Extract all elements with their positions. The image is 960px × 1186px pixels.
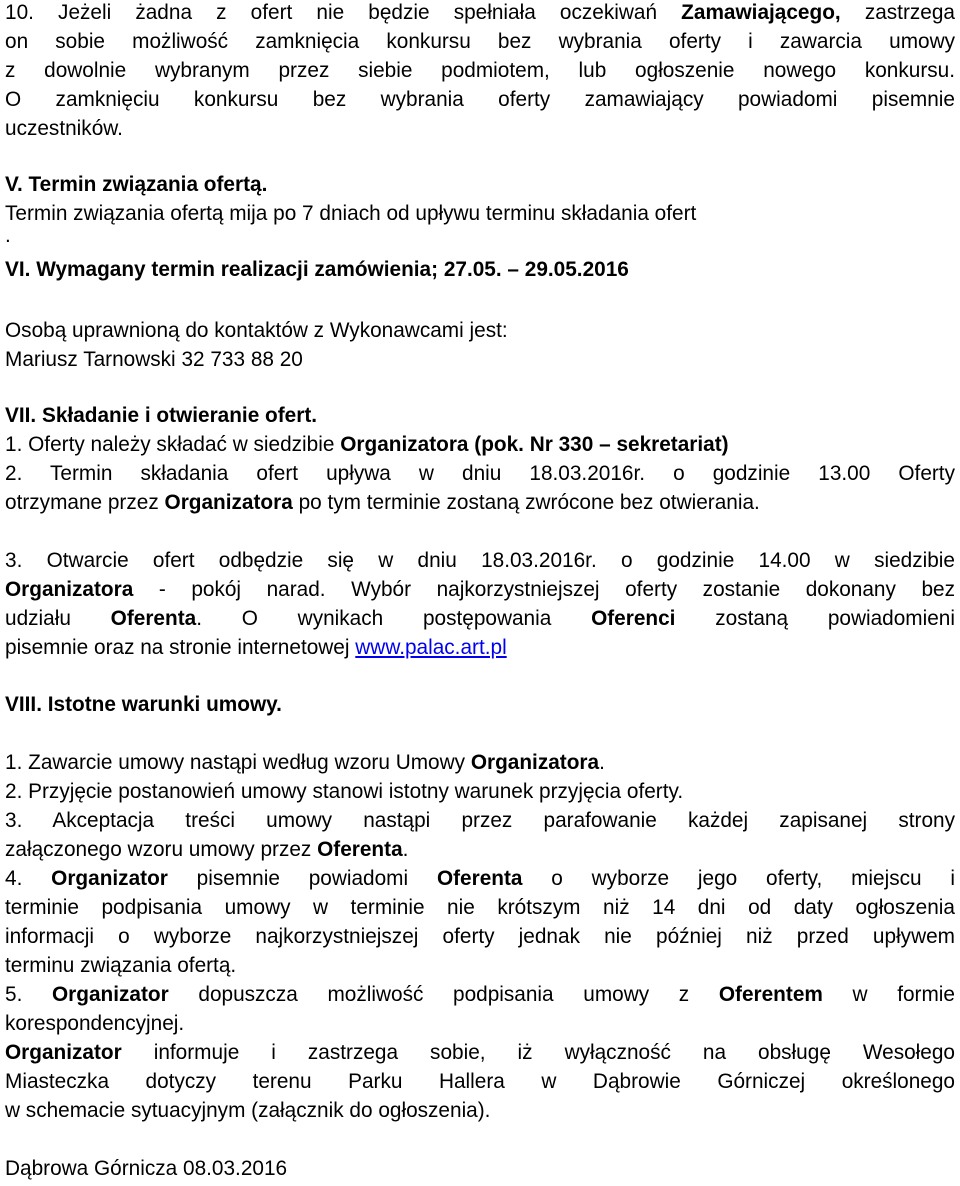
text-run: dopuszcza możliwość podpisania umowy z — [168, 983, 719, 1006]
section-v-text: Termin związania ofertą mija po 7 dniach od upływu terminu składania ofert — [5, 202, 697, 225]
text-run: o wyborze jego oferty, miejscu i — [522, 867, 955, 890]
bold-run: Oferenta — [110, 607, 197, 630]
text-run: zastrzega — [840, 1, 955, 24]
bold-run: Organizator — [5, 1041, 122, 1064]
section-viii-item-2: 2. Przyjęcie postanowień umowy stanowi istotny warunek przyjęcia oferty. — [5, 780, 684, 803]
section-viii-note-line-3: w schemacie sytuacyjnym (załącznik do ogłoszenia). — [5, 1099, 491, 1122]
section-vii-item-3-line-3 — [5, 606, 955, 632]
text-run: po tym terminie zostaną zwrócone bez otwierania. — [292, 491, 760, 514]
section-vii-item-3-line-2 — [5, 577, 955, 603]
section-viii-item-4-line-2: terminie podpisania umowy w terminie nie krótszym niż 14 dni od daty ogłoszenia — [5, 896, 955, 919]
text-run: zostaną powiadomieni — [675, 607, 955, 630]
text-run: załączonego wzoru umowy przez — [5, 838, 318, 861]
bold-run: Organizatora — [164, 491, 293, 514]
text-run: 4. — [5, 867, 52, 890]
bold-run: Oferenta — [317, 838, 403, 861]
text-run: 10. Jeżeli żadna z ofert nie będzie spełniała oczekiwań — [5, 1, 682, 24]
section-vii-item-3-line-1: 3. Otwarcie ofert odbędzie się w dniu 18.03.2016r. o godzinie 14.00 w siedzibie — [5, 549, 955, 572]
section-v-heading: V. Termin związania ofertą. — [5, 173, 268, 196]
contact-line-1: Osobą uprawnioną do kontaktów z Wykonawcami jest: — [5, 319, 508, 342]
bold-run: Organizator — [52, 983, 169, 1006]
section-viii-item-5-line-2: korespondencyjnej. — [5, 1012, 185, 1035]
section-x-line-4: O zamknięciu konkursu bez wybrania oferty zamawiający powiadomi pisemnie — [5, 88, 955, 111]
text-run: w formie — [822, 983, 955, 1006]
section-v-dot: . — [5, 224, 11, 247]
text-run: 5. — [5, 983, 52, 1006]
text-run: pisemnie oraz na stronie internetowej — [5, 636, 356, 659]
section-x-line-1 — [5, 0, 955, 26]
section-viii-note-line-2: Miasteczka dotyczy terenu Parku Hallera w Dąbrowie Górniczej określonego — [5, 1070, 955, 1093]
section-viii-item-3-line-1: 3. Akceptacja treści umowy nastąpi przez parafowanie każdej zapisanej strony — [5, 809, 955, 832]
bold-run: Organizator — [51, 867, 168, 890]
section-vii-item-2-line-1: 2. Termin składania ofert upływa w dniu 18.03.2016r. o godzinie 13.00 Oferty — [5, 462, 955, 485]
section-vi-heading: VI. Wymagany termin realizacji zamówienia; 27.05. – 29.05.2016 — [5, 258, 629, 281]
section-vii-heading: VII. Składanie i otwieranie ofert. — [5, 404, 318, 427]
text-run: 1. Zawarcie umowy nastąpi według wzoru Umowy — [5, 751, 471, 774]
section-viii-item-5-line-1 — [5, 982, 955, 1008]
section-viii-heading: VIII. Istotne warunki umowy. — [5, 693, 282, 716]
bold-run: Zamawiającego, — [681, 1, 841, 24]
bold-run: Organizatora — [5, 578, 134, 601]
contact-line-2: Mariusz Tarnowski 32 733 88 20 — [5, 348, 303, 371]
section-viii-item-4-line-4: terminu związania ofertą. — [5, 954, 237, 977]
section-viii-item-4-line-3: informacji o wyborze najkorzystniejszej oferty jednak nie później niż przed upływem — [5, 925, 955, 948]
text-run: otrzymane przez — [5, 491, 165, 514]
section-x-line-3: z dowolnie wybranym przez siebie podmiotem, lub ogłoszenie nowego konkursu. — [5, 59, 955, 82]
bold-run: Oferenta — [436, 867, 523, 890]
text-run: - pokój narad. Wybór najkorzystniejszej oferty zostanie dokonany bez — [133, 578, 955, 601]
text-run: . O wynikach postępowania — [196, 607, 592, 630]
section-viii-note-line-1 — [5, 1040, 955, 1066]
section-viii-item-4-line-1 — [5, 866, 955, 892]
text-run: . — [599, 751, 605, 774]
bold-run: Organizatora (pok. Nr 330 – sekretariat) — [340, 433, 729, 456]
text-run: informuje i zastrzega sobie, iż wyłączność na obsługę Wesołego — [121, 1041, 955, 1064]
place-date: Dąbrowa Górnicza 08.03.2016 — [5, 1157, 288, 1180]
text-run: pisemnie powiadomi — [167, 867, 437, 890]
section-x-line-5: uczestników. — [5, 117, 123, 140]
website-link[interactable]: www.palac.art.pl — [355, 636, 507, 659]
bold-run: Oferentem — [718, 983, 823, 1006]
section-viii-item-3-line-2 — [5, 837, 955, 863]
section-vii-item-3-line-4 — [5, 635, 955, 661]
section-viii-item-1 — [5, 750, 955, 776]
text-run: 1. Oferty należy składać w siedzibie — [5, 433, 341, 456]
section-x-line-2: on sobie możliwość zamknięcia konkursu bez wybrania oferty i zawarcia umowy — [5, 30, 955, 53]
bold-run: Oferenci — [591, 607, 676, 630]
text-run: . — [402, 838, 409, 861]
text-run: udziału — [5, 607, 111, 630]
bold-run: Organizatora — [470, 751, 600, 774]
section-vii-item-1 — [5, 432, 955, 458]
section-vii-item-2-line-2 — [5, 490, 955, 516]
